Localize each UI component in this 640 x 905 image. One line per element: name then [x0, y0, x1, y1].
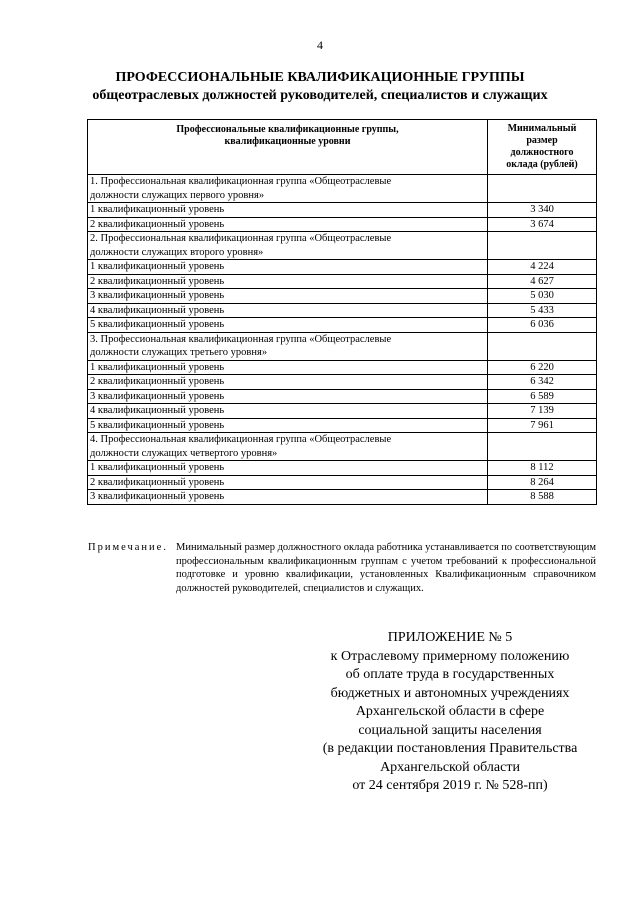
- group-name: [88, 332, 488, 360]
- group-name-line-2: должности служащих четвертого уровня»: [90, 447, 278, 459]
- group-row: [88, 232, 597, 260]
- header-salary-line-3: должностного: [510, 147, 574, 158]
- appendix-line-9: от 24 сентября 2019 г. № 528-пп): [352, 778, 548, 793]
- table-row: [88, 475, 597, 490]
- level-cell: 2 квалификационный уровень: [88, 217, 488, 232]
- appendix-line-2: к Отраслевому примерному положению: [330, 648, 570, 664]
- table-row: [88, 375, 597, 390]
- group-row: [88, 332, 597, 360]
- salary-table: [87, 119, 597, 505]
- group-name-line-2: должности служащих первого уровня»: [90, 189, 265, 201]
- title-line-2: общеотраслевых должностей руководителей, специалистов и служащих: [92, 88, 548, 103]
- level-cell: 1 квалификационный уровень: [88, 260, 488, 275]
- note-text: Минимальный размер должностного оклада работника устанавливается по соответствующим профессиональным квалификационным группам с учетом требований к профессиональной подготовке и уровню квалификации, установленных Квалификационным справочником должностей руководителей, специалистов и служащих.: [176, 542, 596, 594]
- group-name: [88, 232, 488, 260]
- table-row: [88, 274, 597, 289]
- group-value-empty: [488, 232, 597, 260]
- group-name-line-1: 2. Профессиональная квалификационная группа «Общеотраслевые: [90, 233, 392, 244]
- table-row: [88, 404, 597, 419]
- level-cell: 2 квалификационный уровень: [88, 475, 488, 490]
- group-value-empty: [488, 332, 597, 360]
- header-salary-line-4: оклада (рублей): [506, 159, 578, 170]
- value-cell: 8 112: [488, 461, 597, 476]
- group-value-empty: [488, 433, 597, 461]
- document-title: [60, 69, 580, 105]
- note-label: Примечание.: [88, 542, 168, 553]
- group-name: [88, 175, 488, 203]
- table-row: [88, 203, 597, 218]
- group-value-empty: [488, 175, 597, 203]
- table-row: [88, 418, 597, 433]
- value-cell: 4 627: [488, 274, 597, 289]
- table-row: [88, 289, 597, 304]
- appendix-line-8: Архангельской области: [380, 759, 520, 775]
- table-row: [88, 318, 597, 333]
- level-cell: 3 квалификационный уровень: [88, 289, 488, 304]
- header-groups: [88, 120, 488, 175]
- level-cell: 1 квалификационный уровень: [88, 360, 488, 375]
- header-salary-line-1: Минимальный: [507, 123, 577, 134]
- value-cell: 3 674: [488, 217, 597, 232]
- value-cell: 4 224: [488, 260, 597, 275]
- page-number: 4: [317, 38, 323, 52]
- level-cell: 1 квалификационный уровень: [88, 203, 488, 218]
- table-row: [88, 303, 597, 318]
- table-row: [88, 490, 597, 505]
- appendix-line-4: бюджетных и автономных учреждениях: [330, 685, 570, 701]
- header-salary-line-2: размер: [526, 135, 558, 146]
- header-groups-line-2: квалификационные уровни: [224, 136, 351, 147]
- value-cell: 5 030: [488, 289, 597, 304]
- title-line-1: ПРОФЕССИОНАЛЬНЫЕ КВАЛИФИКАЦИОННЫЕ ГРУППЫ: [115, 70, 525, 85]
- note-block: [88, 541, 596, 595]
- table-row: [88, 260, 597, 275]
- appendix-line-5: Архангельской области в сфере: [355, 704, 545, 719]
- value-cell: 6 342: [488, 375, 597, 390]
- level-cell: 2 квалификационный уровень: [88, 375, 488, 390]
- value-cell: 8 264: [488, 475, 597, 490]
- value-cell: 5 433: [488, 303, 597, 318]
- appendix-block: [300, 629, 600, 796]
- appendix-line-6: социальной защиты населения: [358, 722, 542, 738]
- appendix-line-3: об оплате труда в государственных: [345, 667, 555, 682]
- header-groups-line-1: Профессиональные квалификационные группы,: [176, 124, 399, 135]
- table-header-row: [88, 120, 597, 175]
- level-cell: 5 квалификационный уровень: [88, 318, 488, 333]
- value-cell: 8 588: [488, 490, 597, 505]
- group-name-line-1: 3. Профессиональная квалификационная группа «Общеотраслевые: [90, 333, 392, 345]
- group-name-line-1: 4. Профессиональная квалификационная группа «Общеотраслевые: [90, 434, 392, 445]
- level-cell: 5 квалификационный уровень: [88, 418, 488, 433]
- group-row: [88, 433, 597, 461]
- group-name-line-2: должности служащих третьего уровня»: [90, 347, 268, 358]
- group-row: [88, 175, 597, 203]
- level-cell: 2 квалификационный уровень: [88, 274, 488, 289]
- level-cell: 3 квалификационный уровень: [88, 490, 488, 505]
- group-name: [88, 433, 488, 461]
- group-name-line-1: 1. Профессиональная квалификационная группа «Общеотраслевые: [90, 176, 392, 187]
- table-row: [88, 389, 597, 404]
- level-cell: 4 квалификационный уровень: [88, 303, 488, 318]
- table-row: [88, 461, 597, 476]
- table-row: [88, 360, 597, 375]
- header-salary: [488, 120, 597, 175]
- level-cell: 3 квалификационный уровень: [88, 389, 488, 404]
- value-cell: 7 139: [488, 404, 597, 419]
- value-cell: 3 340: [488, 203, 597, 218]
- level-cell: 1 квалификационный уровень: [88, 461, 488, 476]
- value-cell: 6 220: [488, 360, 597, 375]
- table-row: [88, 217, 597, 232]
- value-cell: 7 961: [488, 418, 597, 433]
- group-name-line-2: должности служащих второго уровня»: [90, 246, 264, 258]
- value-cell: 6 589: [488, 389, 597, 404]
- level-cell: 4 квалификационный уровень: [88, 404, 488, 419]
- value-cell: 6 036: [488, 318, 597, 333]
- appendix-line-7: (в редакции постановления Правительства: [322, 741, 578, 756]
- appendix-line-1: ПРИЛОЖЕНИЕ № 5: [387, 630, 513, 645]
